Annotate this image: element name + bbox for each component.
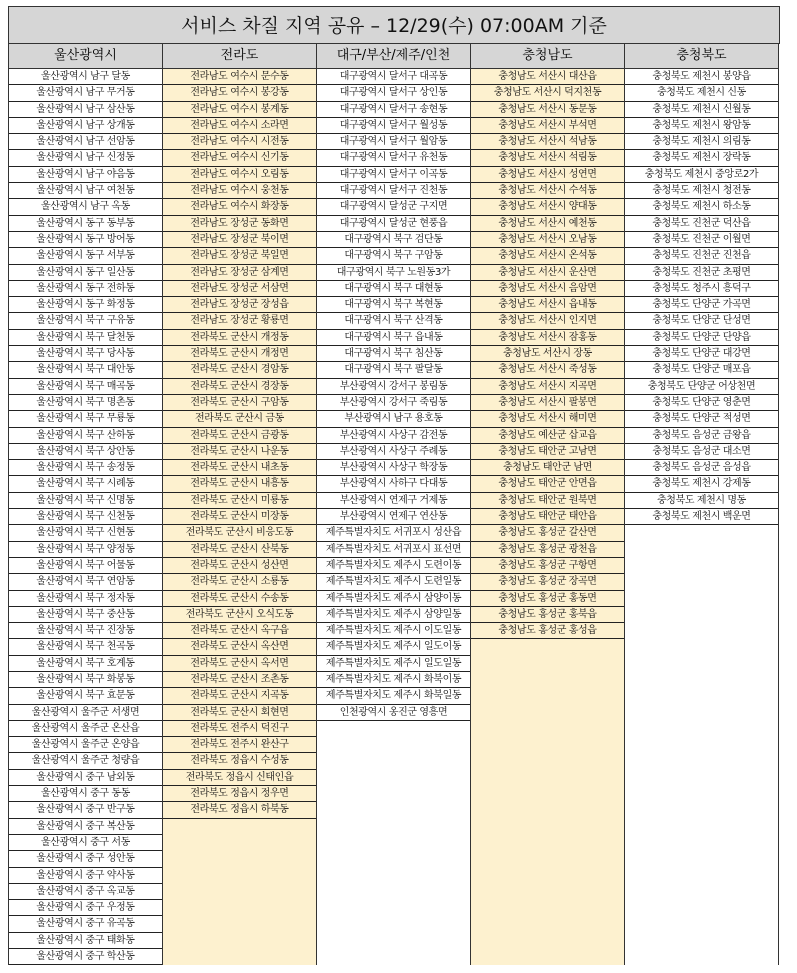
region-cell: 충청남도 태안군 남면 (471, 460, 624, 476)
region-cell: 충청북도 제천시 의림동 (625, 134, 778, 150)
region-cell: 대구광역시 달성군 현풍읍 (317, 216, 470, 232)
service-disruption-sheet (8, 6, 780, 965)
region-cell: 부산광역시 연제구 연산동 (317, 509, 470, 525)
region-cell: 대구광역시 달서구 대곡동 (317, 69, 470, 85)
region-cell: 울산광역시 동구 서부동 (9, 248, 162, 264)
region-cell: 전라북도 군산시 미룡동 (163, 493, 316, 509)
region-cell: 울산광역시 중구 복산동 (9, 819, 162, 835)
region-cell: 충청남도 서산시 온석동 (471, 248, 624, 264)
region-cell: 전라북도 군산시 개정동 (163, 330, 316, 346)
region-cell: 제주특별자치도 제주시 일도일동 (317, 656, 470, 672)
column-header: 충청남도 (471, 44, 624, 69)
region-cell: 울산광역시 울주군 온산읍 (9, 721, 162, 737)
empty-area (625, 525, 778, 965)
region-cell: 울산광역시 동구 전하동 (9, 281, 162, 297)
region-cell: 전라남도 장성군 장성읍 (163, 297, 316, 313)
region-cell: 충청북도 음성군 금왕읍 (625, 428, 778, 444)
region-cell: 대구광역시 달서구 송현동 (317, 102, 470, 118)
region-cell: 충청남도 서산시 읍내동 (471, 297, 624, 313)
region-cell: 충청북도 단양군 단양읍 (625, 330, 778, 346)
region-cell: 대구광역시 북구 노원동3가 (317, 265, 470, 281)
region-column (471, 44, 625, 965)
region-cell: 울산광역시 북구 신천동 (9, 509, 162, 525)
region-cell: 충청북도 진천군 진천읍 (625, 248, 778, 264)
region-cell: 울산광역시 북구 신현동 (9, 525, 162, 541)
region-cell: 충청북도 제천시 명동 (625, 493, 778, 509)
region-cell: 대구광역시 북구 복현동 (317, 297, 470, 313)
region-cell: 전라북도 군산시 경장동 (163, 379, 316, 395)
region-cell: 울산광역시 남구 여천동 (9, 183, 162, 199)
region-cell: 울산광역시 중구 반구동 (9, 802, 162, 818)
region-cell: 충청남도 홍성군 갈산면 (471, 525, 624, 541)
region-cell: 충청북도 음성군 음성읍 (625, 460, 778, 476)
region-cell: 충청북도 진천군 초평면 (625, 265, 778, 281)
column-header: 울산광역시 (9, 44, 162, 69)
region-cell: 전라북도 정읍시 수성동 (163, 753, 316, 769)
region-cell: 충청남도 서산시 대산읍 (471, 69, 624, 85)
region-cell: 울산광역시 북구 명촌동 (9, 395, 162, 411)
region-cell: 충청북도 단양군 어상천면 (625, 379, 778, 395)
region-cell: 전라남도 여수시 봉계동 (163, 102, 316, 118)
region-cell: 대구광역시 북구 대현동 (317, 281, 470, 297)
region-cell: 전라북도 군산시 옥구읍 (163, 623, 316, 639)
region-column (625, 44, 779, 965)
region-cell: 충청북도 단양군 대강면 (625, 346, 778, 362)
region-cell: 전라남도 여수시 오림동 (163, 167, 316, 183)
empty-area (163, 819, 316, 966)
region-cell: 충청북도 단양군 단성면 (625, 313, 778, 329)
region-cell: 부산광역시 강서구 죽림동 (317, 395, 470, 411)
region-cell: 제주특별자치도 제주시 일도이동 (317, 639, 470, 655)
region-cell: 부산광역시 남구 용호동 (317, 411, 470, 427)
region-cell: 대구광역시 달서구 월암동 (317, 134, 470, 150)
region-cell: 인천광역시 옹진군 영흥면 (317, 705, 470, 721)
column-header: 대구/부산/제주/인천 (317, 44, 470, 69)
region-cell: 전라북도 군산시 내초동 (163, 460, 316, 476)
region-cell: 전라북도 군산시 나운동 (163, 444, 316, 460)
region-cell: 전라남도 여수시 화장동 (163, 199, 316, 215)
region-cell: 대구광역시 북구 침산동 (317, 346, 470, 362)
region-cell: 울산광역시 북구 호계동 (9, 656, 162, 672)
region-cell: 울산광역시 북구 구유동 (9, 313, 162, 329)
region-cell: 울산광역시 북구 중산동 (9, 607, 162, 623)
region-cell: 전라북도 정읍시 하북동 (163, 802, 316, 818)
region-column (9, 44, 163, 965)
region-cell: 전라남도 장성군 북이면 (163, 232, 316, 248)
region-cell: 전라북도 군산시 수송동 (163, 591, 316, 607)
region-cell: 대구광역시 북구 산격동 (317, 313, 470, 329)
region-cell: 울산광역시 울주군 온양읍 (9, 737, 162, 753)
column-header: 충청북도 (625, 44, 778, 69)
region-cell: 충청북도 제천시 장락동 (625, 150, 778, 166)
region-cell: 전라북도 군산시 미장동 (163, 509, 316, 525)
region-cell: 울산광역시 남구 옥동 (9, 199, 162, 215)
region-cell: 충청남도 서산시 덕지천동 (471, 85, 624, 101)
region-cell: 충청남도 태안군 고남면 (471, 444, 624, 460)
region-cell: 울산광역시 남구 신정동 (9, 150, 162, 166)
region-cell: 충청남도 홍성군 홍동면 (471, 591, 624, 607)
region-cell: 충청북도 음성군 대소면 (625, 444, 778, 460)
region-cell: 제주특별자치도 제주시 도련이동 (317, 558, 470, 574)
region-cell: 대구광역시 북구 팔달동 (317, 362, 470, 378)
region-cell: 충청북도 단양군 매포읍 (625, 362, 778, 378)
region-cell: 울산광역시 중구 태화동 (9, 933, 162, 949)
region-cell: 제주특별자치도 서귀포시 표선면 (317, 542, 470, 558)
region-cell: 울산광역시 북구 무룡동 (9, 411, 162, 427)
region-cell: 충청북도 제천시 중앙로2가 (625, 167, 778, 183)
region-cell: 울산광역시 동구 동부동 (9, 216, 162, 232)
region-cell: 울산광역시 남구 선암동 (9, 134, 162, 150)
region-cell: 충청남도 서산시 부석면 (471, 118, 624, 134)
region-cell: 충청남도 홍성군 구항면 (471, 558, 624, 574)
region-cell: 충청남도 서산시 예천동 (471, 216, 624, 232)
region-cell: 충청북도 제천시 강제동 (625, 476, 778, 492)
empty-area (471, 639, 624, 965)
region-cell: 울산광역시 중구 학산동 (9, 949, 162, 965)
region-cell: 제주특별자치도 제주시 도련일동 (317, 574, 470, 590)
region-cell: 울산광역시 북구 상안동 (9, 444, 162, 460)
region-cell: 대구광역시 북구 검단동 (317, 232, 470, 248)
region-cell: 울산광역시 북구 당사동 (9, 346, 162, 362)
region-cell: 전라북도 군산시 금동 (163, 411, 316, 427)
region-cell: 울산광역시 중구 동동 (9, 786, 162, 802)
region-cell: 충청북도 제천시 신월동 (625, 102, 778, 118)
region-cell: 전라북도 군산시 성산면 (163, 558, 316, 574)
region-cell: 울산광역시 북구 양정동 (9, 542, 162, 558)
region-cell: 제주특별자치도 서귀포시 성산읍 (317, 525, 470, 541)
region-cell: 충청북도 단양군 적성면 (625, 411, 778, 427)
region-cell: 전라북도 군산시 회현면 (163, 705, 316, 721)
region-cell: 울산광역시 동구 방어동 (9, 232, 162, 248)
region-cell: 충청남도 홍성군 홍북읍 (471, 607, 624, 623)
region-cell: 대구광역시 달서구 상인동 (317, 85, 470, 101)
region-cell: 전라남도 여수시 시전동 (163, 134, 316, 150)
region-cell: 대구광역시 달서구 진천동 (317, 183, 470, 199)
region-cell: 울산광역시 북구 효문동 (9, 688, 162, 704)
region-cell: 충청남도 태안군 태안읍 (471, 509, 624, 525)
region-cell: 충청남도 홍성군 광천읍 (471, 542, 624, 558)
region-cell: 대구광역시 북구 구암동 (317, 248, 470, 264)
region-cell: 울산광역시 남구 삼산동 (9, 102, 162, 118)
region-cell: 전라북도 군산시 금광동 (163, 428, 316, 444)
region-cell: 충청북도 진천군 덕산읍 (625, 216, 778, 232)
region-cell: 울산광역시 북구 대안동 (9, 362, 162, 378)
region-cell: 부산광역시 사상구 학장동 (317, 460, 470, 476)
region-cell: 대구광역시 달서구 유천동 (317, 150, 470, 166)
region-cell: 울산광역시 중구 유곡동 (9, 916, 162, 932)
region-cell: 울산광역시 북구 천곡동 (9, 639, 162, 655)
region-cell: 울산광역시 남구 야음동 (9, 167, 162, 183)
region-cell: 전라남도 장성군 서삼면 (163, 281, 316, 297)
region-cell: 울산광역시 북구 연암동 (9, 574, 162, 590)
region-cell: 충청북도 단양군 영춘면 (625, 395, 778, 411)
region-cell: 울산광역시 북구 어물동 (9, 558, 162, 574)
region-cell: 전라북도 군산시 지곡동 (163, 688, 316, 704)
region-column (317, 44, 471, 965)
region-cell: 충청남도 서산시 인지면 (471, 313, 624, 329)
region-cell: 제주특별자치도 제주시 삼양이동 (317, 591, 470, 607)
region-cell: 울산광역시 동구 화정동 (9, 297, 162, 313)
region-cell: 전라북도 군산시 조촌동 (163, 672, 316, 688)
region-cell: 울산광역시 중구 약사동 (9, 868, 162, 884)
region-cell: 전라북도 정읍시 신태인읍 (163, 770, 316, 786)
region-cell: 충청남도 홍성군 홍성읍 (471, 623, 624, 639)
region-cell: 울산광역시 남구 달동 (9, 69, 162, 85)
region-cell: 충청북도 제천시 백운면 (625, 509, 778, 525)
region-cell: 충청북도 제천시 봉양읍 (625, 69, 778, 85)
region-cell: 부산광역시 사상구 감전동 (317, 428, 470, 444)
region-cell: 울산광역시 중구 남외동 (9, 770, 162, 786)
region-cell: 전라북도 전주시 완산구 (163, 737, 316, 753)
region-cell: 전라북도 군산시 산북동 (163, 542, 316, 558)
region-cell: 전라남도 여수시 문수동 (163, 69, 316, 85)
region-cell: 충청북도 진천군 이월면 (625, 232, 778, 248)
region-cell: 제주특별자치도 제주시 화북일동 (317, 688, 470, 704)
region-cell: 전라북도 군산시 내흥동 (163, 476, 316, 492)
region-cell: 울산광역시 북구 진장동 (9, 623, 162, 639)
empty-area (317, 721, 470, 966)
region-cell: 전라남도 여수시 신기동 (163, 150, 316, 166)
region-cell: 울산광역시 남구 무거동 (9, 85, 162, 101)
region-cell: 울산광역시 남구 상개동 (9, 118, 162, 134)
region-cell: 대구광역시 북구 읍내동 (317, 330, 470, 346)
region-cell: 울산광역시 북구 정자동 (9, 591, 162, 607)
region-cell: 전라북도 군산시 옥서면 (163, 656, 316, 672)
region-cell: 전라북도 군산시 구암동 (163, 395, 316, 411)
region-cell: 울산광역시 울주군 서생면 (9, 705, 162, 721)
region-cell: 충청남도 태안군 원북면 (471, 493, 624, 509)
region-cell: 대구광역시 달서구 이곡동 (317, 167, 470, 183)
region-cell: 충청남도 서산시 장동 (471, 346, 624, 362)
sheet-title: 서비스 차질 지역 공유 – 12/29(수) 07:00AM 기준 (8, 6, 780, 44)
region-cell: 울산광역시 중구 성안동 (9, 851, 162, 867)
region-cell: 충청북도 제천시 왕암동 (625, 118, 778, 134)
region-cell: 전라남도 여수시 봉강동 (163, 85, 316, 101)
region-cell: 부산광역시 강서구 봉림동 (317, 379, 470, 395)
region-cell: 전라북도 군산시 비응도동 (163, 525, 316, 541)
region-cell: 울산광역시 북구 송정동 (9, 460, 162, 476)
region-cell: 충청북도 청주시 흥덕구 (625, 281, 778, 297)
region-cell: 전라남도 장성군 동화면 (163, 216, 316, 232)
region-cell: 전라북도 군산시 개정면 (163, 346, 316, 362)
region-cell: 충청남도 서산시 석림동 (471, 150, 624, 166)
region-cell: 충청남도 예산군 삽교읍 (471, 428, 624, 444)
region-cell: 전라남도 여수시 웅천동 (163, 183, 316, 199)
region-cell: 전라북도 전주시 덕진구 (163, 721, 316, 737)
region-cell: 울산광역시 북구 매곡동 (9, 379, 162, 395)
region-cell: 충청남도 서산시 팔봉면 (471, 395, 624, 411)
region-cell: 부산광역시 사하구 다대동 (317, 476, 470, 492)
region-cell: 전라북도 군산시 소룡동 (163, 574, 316, 590)
region-cell: 충청남도 태안군 안면읍 (471, 476, 624, 492)
region-cell: 충청남도 서산시 성연면 (471, 167, 624, 183)
region-columns (8, 44, 780, 965)
region-cell: 충청북도 제천시 신동 (625, 85, 778, 101)
region-cell: 울산광역시 북구 달천동 (9, 330, 162, 346)
region-cell: 충청남도 서산시 양대동 (471, 199, 624, 215)
region-cell: 울산광역시 북구 산하동 (9, 428, 162, 444)
region-cell: 전라남도 장성군 황룡면 (163, 313, 316, 329)
region-cell: 충청남도 서산시 수석동 (471, 183, 624, 199)
region-cell: 대구광역시 달성군 구지면 (317, 199, 470, 215)
region-cell: 충청남도 서산시 음암면 (471, 281, 624, 297)
region-cell: 울산광역시 중구 옥교동 (9, 884, 162, 900)
region-cell: 전라북도 정읍시 정우면 (163, 786, 316, 802)
region-cell: 울산광역시 북구 화봉동 (9, 672, 162, 688)
column-header: 전라도 (163, 44, 316, 69)
region-cell: 전라북도 군산시 오식도동 (163, 607, 316, 623)
region-cell: 제주특별자치도 제주시 이도일동 (317, 623, 470, 639)
region-column (163, 44, 317, 965)
region-cell: 울산광역시 중구 서동 (9, 835, 162, 851)
region-cell: 충청남도 서산시 오남동 (471, 232, 624, 248)
region-cell: 대구광역시 달서구 월성동 (317, 118, 470, 134)
region-cell: 울산광역시 중구 우정동 (9, 900, 162, 916)
region-cell: 부산광역시 연제구 거제동 (317, 493, 470, 509)
region-cell: 충청북도 제천시 청전동 (625, 183, 778, 199)
region-cell: 전라북도 군산시 옥산면 (163, 639, 316, 655)
region-cell: 충청남도 서산시 해미면 (471, 411, 624, 427)
region-cell: 부산광역시 사상구 주례동 (317, 444, 470, 460)
region-cell: 충청북도 제천시 하소동 (625, 199, 778, 215)
region-cell: 충청남도 서산시 운산면 (471, 265, 624, 281)
region-cell: 전라남도 여수시 소라면 (163, 118, 316, 134)
region-cell: 울산광역시 울주군 청량읍 (9, 753, 162, 769)
region-cell: 울산광역시 북구 시례동 (9, 476, 162, 492)
region-cell: 전라남도 장성군 북일면 (163, 248, 316, 264)
region-cell: 충청남도 서산시 동문동 (471, 102, 624, 118)
region-cell: 충청남도 서산시 잠홍동 (471, 330, 624, 346)
region-cell: 제주특별자치도 제주시 화북이동 (317, 672, 470, 688)
region-cell: 충청남도 홍성군 장곡면 (471, 574, 624, 590)
region-cell: 울산광역시 동구 일산동 (9, 265, 162, 281)
region-cell: 제주특별자치도 제주시 삼양일동 (317, 607, 470, 623)
region-cell: 충청북도 단양군 가곡면 (625, 297, 778, 313)
region-cell: 울산광역시 북구 신명동 (9, 493, 162, 509)
region-cell: 전라북도 군산시 경암동 (163, 362, 316, 378)
region-cell: 충청남도 서산시 석남동 (471, 134, 624, 150)
region-cell: 충청남도 서산시 죽성동 (471, 362, 624, 378)
region-cell: 전라남도 장성군 삼계면 (163, 265, 316, 281)
region-cell: 충청남도 서산시 지곡면 (471, 379, 624, 395)
